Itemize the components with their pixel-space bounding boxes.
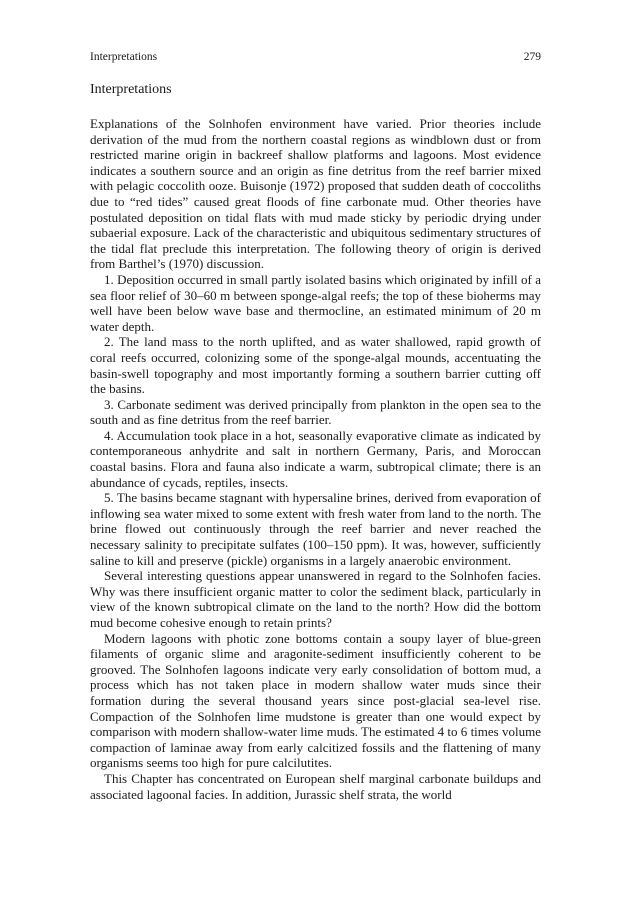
body-text — [90, 116, 541, 802]
running-title: Interpretations — [90, 51, 158, 63]
paragraph-chapter-summary: This Chapter has concentrated on European shelf marginal carbonate buildups and associated lagoonal facies. In addition, Jurassic shelf strata, the world — [90, 770, 541, 802]
paragraph-point-4: 4. Accumulation took place in a hot, seasonally evaporative climate as indicated by contemporaneous anhydrite and salt in northern Germany, Paris, and Moroccan coastal basins. Flora and fauna also indicate a warm, subtropical climate; there is an abundance of cycads, reptiles, insects. — [90, 427, 541, 490]
paragraph-point-2: 2. The land mass to the north uplifted, and as water shallowed, rapid growth of coral reefs occurred, colonizing some of the sponge-algal mounds, accentuating the basin-swell topography and most importantly forming a southern barrier cutting off the basins. — [90, 334, 541, 397]
paragraph-questions: Several interesting questions appear unanswered in regard to the Solnhofen facies. Why was there insufficient organic matter to color the sediment black, particularly in view of the known subtropical climate on the land to the north? How did the bottom mud become cohesive enough to retain prints? — [90, 568, 541, 630]
running-head — [90, 50, 541, 64]
section-heading: Interpretations — [90, 82, 172, 97]
paragraph-point-5: 5. The basins became stagnant with hypersaline brines, derived from evaporation of inflowing sea water mixed to some extent with fresh water from land to the north. The brine flowed out continuously through the reef barrier and never reached the necessary salinity to precipitate sulfates (100–150 ppm). It was, however, sufficiently saline to kill and preserve (pickle) organisms in a largely anaerobic environment. — [90, 490, 541, 568]
paragraph-modern-lagoons: Modern lagoons with photic zone bottoms contain a soupy layer of blue-green filaments of organic slime and aragonite-sediment insufficiently coherent to be grooved. The Solnhofen lagoons indicate very early consolidation of bottom mud, a process which has not taken place in modern shallow water muds since their formation during the several thousand years since post-glacial sea-level rise. Compaction of the Solnhofen lime mudstone is greater than one would expect by comparison with modern shallow-water lime muds. The estimated 4 to 6 times volume compaction of laminae away from early calcitized fossils and the flattening of many organisms seems too high for pure calcilutites. — [90, 630, 541, 771]
paragraph-intro: Explanations of the Solnhofen environment have varied. Prior theories include derivation of the mud from the northern coastal regions as windblown dust or from restricted marine origin in backreef shallow platforms and lagoons. Most evidence indicates a southern source and an origin as fine detritus from the reef barrier mixed with pelagic coccolith ooze. Buisonje (1972) proposed that sudden death of coccoliths due to “red tides” caused great floods of fine carbonate mud. Other theories have postulated deposition on tidal flats with mud made sticky by periodic drying under subaerial exposure. Lack of the characteristic and ubiquitous sedimentary structures of the tidal flat preclude this interpretation. The following theory of origin is derived from Barthel’s (1970) discussion. — [90, 116, 541, 272]
paragraph-point-3: 3. Carbonate sediment was derived principally from plankton in the open sea to the south and as fine detritus from the reef barrier. — [90, 396, 541, 428]
paragraph-point-1: 1. Deposition occurred in small partly isolated basins which originated by infill of a sea floor relief of 30–60 m between sponge-algal reefs; the top of these bioherms may well have been below wave base and thermocline, an estimated minimum of 20 m water depth. — [90, 271, 541, 334]
book-page — [90, 50, 541, 802]
page-number: 279 — [523, 51, 541, 63]
